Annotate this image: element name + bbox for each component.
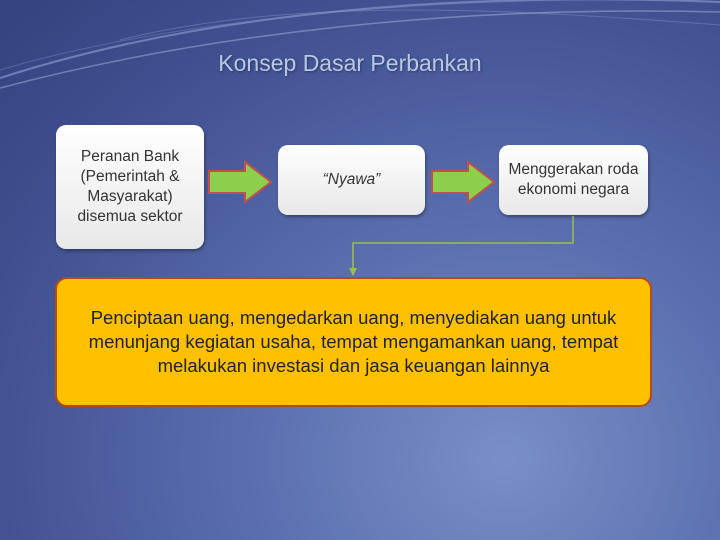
- function-summary-text: Penciptaan uang, mengedarkan uang, menyediakan uang untuk menunjang kegiatan usaha, tempat mengamankan uang, tempat melakukan investasi dan jasa keuangan lainnya: [88, 307, 619, 376]
- right-arrow-icon: [430, 160, 496, 204]
- economy-box: [499, 145, 648, 215]
- function-summary-box: [55, 277, 652, 407]
- nyawa-text: “Nyawa”: [322, 171, 381, 188]
- right-arrow-icon: [207, 160, 273, 204]
- economy-text: Menggerakan roda ekonomi negara: [508, 161, 639, 198]
- nyawa-box: [278, 145, 425, 215]
- role-text: Peranan Bank (Pemerintah & Masyarakat) disemua sektor: [77, 148, 183, 225]
- slide-title: Konsep Dasar Perbankan: [218, 50, 482, 76]
- role-box: [56, 125, 204, 249]
